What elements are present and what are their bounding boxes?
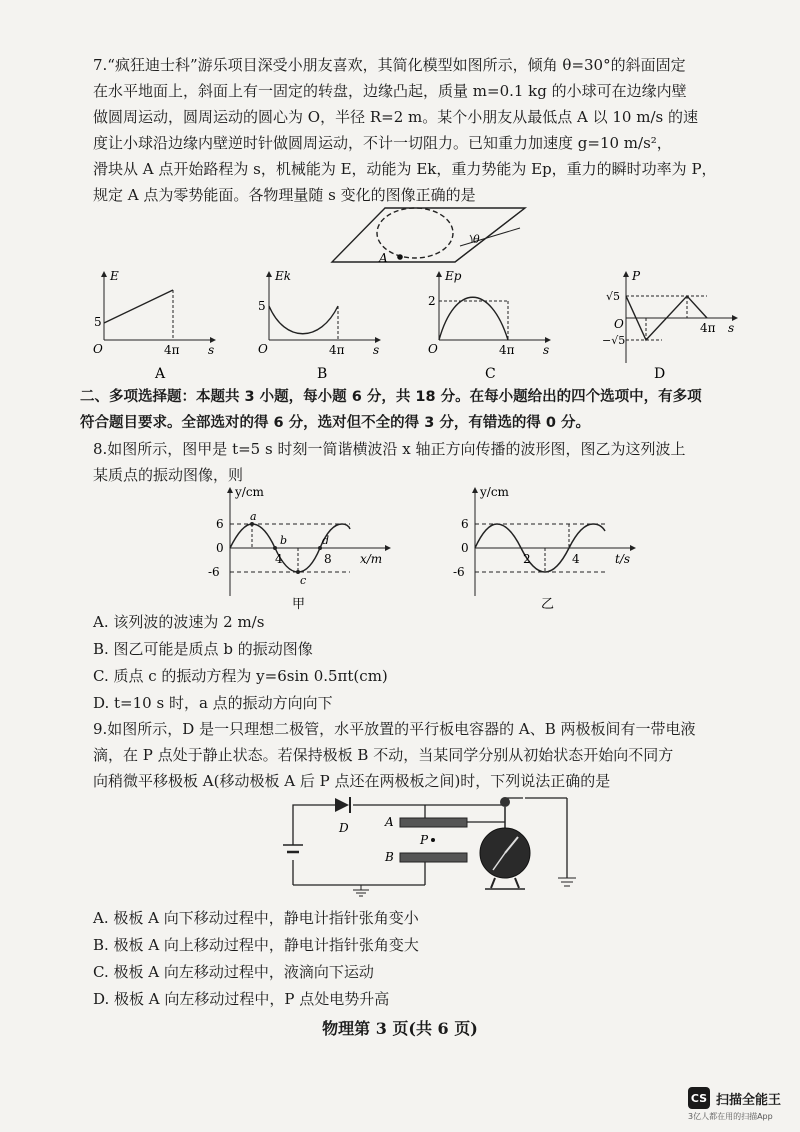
- cs-logo-icon: CS: [688, 1087, 710, 1109]
- graph-a: [93, 269, 215, 382]
- graph-a-tick-x: 4π: [164, 343, 180, 357]
- angle-label: θ: [473, 233, 480, 246]
- graph-c-tick-y: 2: [428, 294, 436, 308]
- q8-line: 某质点的振动图像，则: [93, 466, 244, 484]
- graph-c-origin: O: [428, 342, 438, 356]
- graph-d-tick-x: 4π: [700, 321, 716, 335]
- plate-b-label: B: [385, 850, 394, 864]
- yi-tick-6: 6: [461, 517, 469, 531]
- q9-line: 向稍微平移极板 A(移动极板 A 后 P 点还在两极板之间)时，下列说法正确的是: [93, 772, 611, 790]
- jia-tick-x8: 8: [324, 552, 332, 566]
- jia-tick-0: 0: [216, 541, 224, 555]
- point-a: a: [250, 510, 257, 523]
- q7-incline-figure: [330, 200, 530, 270]
- yi-tick-0: 0: [461, 541, 469, 555]
- graph-c-ylabel: Ep: [445, 269, 462, 283]
- page-footer: 物理第 3 页(共 6 页): [322, 1019, 478, 1038]
- point-c: c: [300, 574, 307, 587]
- graph-b-option: B: [317, 366, 328, 382]
- q7-line: 做圆周运动，圆周运动的圆心为 O，半径 R=2 m。某个小朋友从最低点 A 以 10 m/s 的速: [93, 108, 698, 126]
- jia-caption: 甲: [292, 597, 306, 612]
- q7-graphs: [90, 268, 750, 383]
- jia-tick-6: 6: [216, 517, 224, 531]
- graph-a-xlabel: s: [208, 343, 215, 357]
- graph-b-tick-y: 5: [258, 299, 266, 313]
- point-d: d: [322, 534, 330, 547]
- q7-line: 在水平地面上，斜面上有一固定的转盘，边缘凸起，质量 m=0.1 kg 的小球可在边缘内壁: [93, 82, 687, 100]
- graph-d-tick-y: √5: [606, 290, 621, 303]
- scanner-name: 扫描全能王: [716, 1092, 782, 1108]
- graph-b: [258, 269, 380, 382]
- graph-c-xlabel: s: [543, 343, 550, 357]
- graph-b-ylabel: Ek: [275, 269, 292, 283]
- graph-b-tick-x: 4π: [329, 343, 345, 357]
- question-9: [93, 716, 773, 794]
- graph-a-tick-y: 5: [94, 315, 102, 329]
- yi-tick-x2: 2: [523, 552, 531, 566]
- section-2-line: 二、多项选择题：本题共 3 小题，每小题 6 分，共 18 分。在每小题给出的四个选项中，有多项: [80, 389, 702, 405]
- graph-c-option: C: [485, 366, 496, 382]
- yi-xlabel: t/s: [615, 552, 631, 566]
- q7-line: 规定 A 点为零势能面。各物理量随 s 变化的图像正确的是: [93, 186, 476, 204]
- q8-option-d: D. t=10 s 时，a 点的振动方向向下: [93, 694, 333, 712]
- question-7: [93, 52, 773, 208]
- yi-tick-neg6: -6: [453, 565, 465, 579]
- graph-b-origin: O: [258, 342, 268, 356]
- jia-xlabel: x/m: [360, 552, 383, 566]
- jia-tick-x4: 4: [275, 552, 283, 566]
- graph-d-xlabel: s: [728, 321, 735, 335]
- q8-option-c: C. 质点 c 的振动方程为 y=6sin 0.5πt(cm): [93, 667, 388, 685]
- q9-option-d: D. 极板 A 向左移动过程中，P 点处电势升高: [93, 990, 390, 1008]
- point-a-label: A: [379, 251, 388, 265]
- q9-option-a: A. 极板 A 向下移动过程中，静电计指针张角变小: [93, 909, 419, 927]
- q9-option-c: C. 极板 A 向左移动过程中，液滴向下运动: [93, 963, 374, 981]
- q8-option-a: A. 该列波的波速为 2 m/s: [93, 613, 265, 631]
- diode-label: D: [339, 821, 349, 835]
- question-8: [93, 436, 773, 488]
- graph-a-ylabel: E: [110, 269, 119, 283]
- q7-line: 度让小球沿边缘内壁逆时针做圆周运动，不计一切阻力。已知重力加速度 g=10 m/s²，: [93, 134, 672, 152]
- yi-tick-x4: 4: [572, 552, 580, 566]
- graph-b-xlabel: s: [373, 343, 380, 357]
- q7-line: 7.“疯狂迪士科”游乐项目深受小朋友喜欢，其简化模型如图所示，倾角 θ=30°的斜面固定: [93, 56, 686, 74]
- graph-c-tick-x: 4π: [499, 343, 515, 357]
- q8-option-b: B. 图乙可能是质点 b 的振动图像: [93, 640, 313, 658]
- q9-line: 滴，在 P 点处于静止状态。若保持极板 B 不动，当某同学分别从初始状态开始向不同方: [93, 746, 674, 764]
- section-2-line: 符合题目要求。全部选对的得 6 分，选对但不全的得 3 分，有错选的得 0 分。: [80, 415, 591, 431]
- graph-d-option: D: [654, 366, 666, 382]
- jia-ylabel: y/cm: [235, 485, 264, 499]
- q8-line: 8.如图所示，图甲是 t=5 s 时刻一简谐横波沿 x 轴正方向传播的波形图，图乙为这列波上: [93, 440, 686, 458]
- point-b: b: [280, 534, 288, 547]
- yi-caption: 乙: [541, 597, 555, 612]
- electrometer: [480, 797, 530, 889]
- q7-line: 滑块从 A 点开始路程为 s，机械能为 E，动能为 Ek，重力势能为 Ep，重力的瞬时功率为 P，: [93, 160, 717, 178]
- jia-tick-neg6: -6: [208, 565, 220, 579]
- q8-graph-yi: [445, 484, 645, 614]
- graph-d-origin: O: [614, 317, 624, 331]
- graph-d-tick-y-neg: −√5: [602, 334, 626, 347]
- q9-circuit-figure: [275, 790, 595, 900]
- scanner-watermark: [688, 1087, 781, 1122]
- q9-line: 9.如图所示，D 是一只理想二极管，水平放置的平行板电容器的 A、B 两极板间有一带电液: [93, 720, 696, 738]
- graph-a-option: A: [155, 366, 166, 382]
- section-2-heading: [80, 384, 780, 436]
- q8-graph-jia: [200, 484, 400, 614]
- scanner-tagline: 3亿人都在用的扫描App: [688, 1112, 773, 1121]
- point-p-label: P: [420, 833, 429, 847]
- yi-ylabel: y/cm: [480, 485, 509, 499]
- q9-option-b: B. 极板 A 向上移动过程中，静电计指针张角变大: [93, 936, 419, 954]
- graph-c: [428, 269, 550, 382]
- graph-a-origin: O: [93, 342, 103, 356]
- plate-a-label: A: [385, 815, 394, 829]
- graph-d: [602, 269, 737, 382]
- graph-d-ylabel: P: [632, 269, 641, 283]
